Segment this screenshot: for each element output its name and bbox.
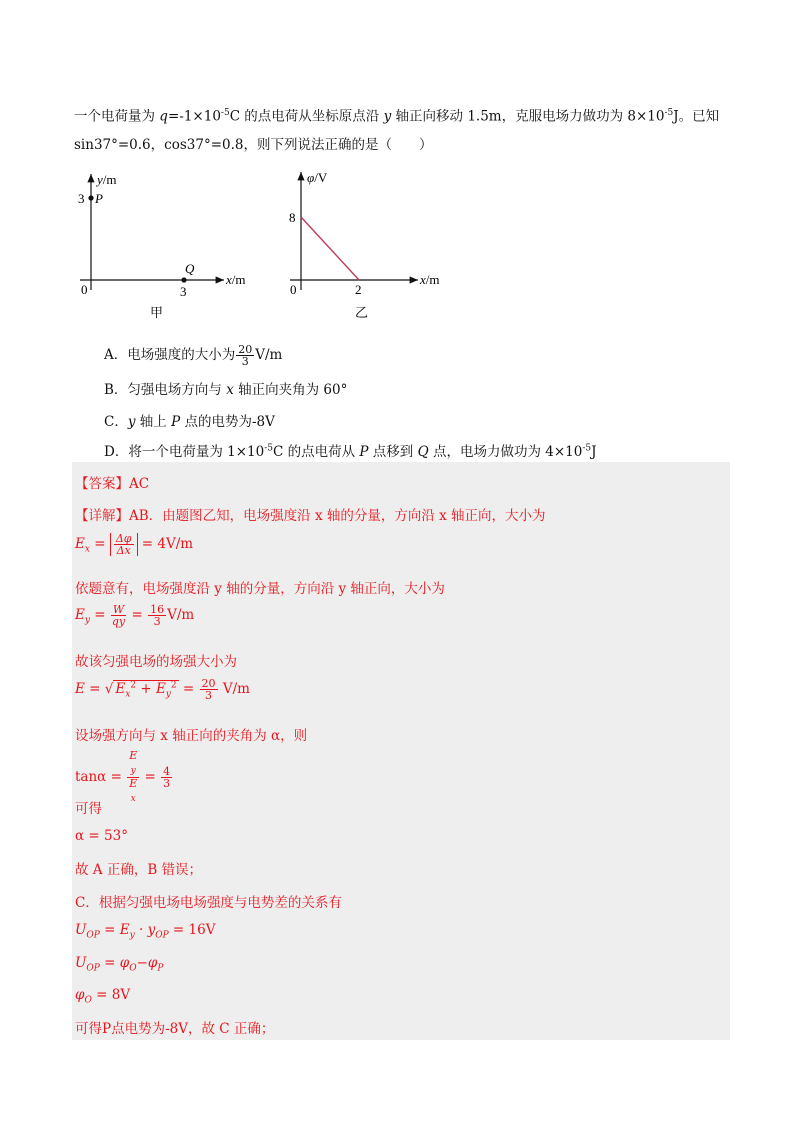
- option-b: B．匀强电场方向与 x 轴正向夹角为 60°: [104, 382, 348, 398]
- detail-line-5: 可得: [75, 801, 102, 817]
- option-a: A．电场强度的大小为 $\frac{20}{3}$ V/m: [104, 343, 283, 368]
- eq-tan: tanα = E $_y$ E $_x$ = $\frac{4}{3}$: [75, 749, 171, 805]
- jia-x-label: x/m: [226, 272, 246, 287]
- yi-x-tick: 2: [355, 282, 362, 297]
- detail-line-6: 故 A 正确，B 错误；: [75, 862, 203, 878]
- detail-line-1: 【详解】AB．由题图乙知，电场强度沿 x 轴的分量，方向沿 x 轴正向，大小为: [75, 508, 546, 524]
- eq-ex: $E_x$ = $\frac{\Delta\varphi}{\Delta x}$ = 4V/m: [75, 532, 194, 557]
- jia-caption: 甲: [150, 305, 164, 320]
- jia-origin: 0: [81, 282, 88, 297]
- yi-y-label: φ/V: [307, 170, 328, 185]
- detail-line-8: 可得P点电势为-8V，故 C 正确；: [75, 1021, 275, 1037]
- eq-uop-1: $U_{OP} = E_y \cdot y_{OP} = 16V$: [75, 922, 216, 941]
- jia-y-label: y/m: [97, 172, 117, 187]
- yi-origin: 0: [290, 282, 297, 297]
- yi-y-tick: 8: [289, 210, 296, 225]
- answer-line: 【答案】AC: [75, 476, 150, 492]
- yi-x-label: x/m: [420, 272, 440, 287]
- yi-caption: 乙: [355, 305, 369, 320]
- eq-e: E = √ $E_x^2 + E_y^2$ = $\frac{20}{3}$ V/m: [75, 677, 250, 702]
- figure-yi: [282, 164, 452, 326]
- eq-uop-2: $U_{OP} = \varphi_O-\varphi_P$: [75, 955, 164, 974]
- eq-ey: $E_y$ = $\frac{W}{qy}$ = $\frac{16}{3}$ V/m: [75, 603, 195, 628]
- option-d: D．将一个电荷量为 $1\times 10^{-5}C$ 的点电荷从 P 点移到 Q 点，电场力做功为 $4\times 10^{-5}J$: [104, 443, 597, 460]
- detail-line-4: 设场强方向与 x 轴正向的夹角为 α，则: [75, 728, 308, 744]
- point-q: [181, 277, 186, 282]
- eq-phi-o: $\varphi_O = 8V$: [75, 987, 131, 1006]
- detail-line-3: 故该匀强电场的场强大小为: [75, 654, 237, 670]
- phi-line: [301, 217, 359, 280]
- jia-q-label: Q: [185, 261, 195, 276]
- eq-alpha: α = 53°: [75, 828, 128, 844]
- jia-p-label: P: [95, 191, 103, 206]
- jia-q-value: 3: [180, 284, 187, 299]
- detail-line-2: 依题意有，电场强度沿 y 轴的分量，方向沿 y 轴正向，大小为: [75, 581, 445, 597]
- option-c: C．y 轴上 P 点的电势为-8V: [104, 414, 275, 430]
- question-line-1: 一个电荷量为 $q=-1\times 10^{-5}C$ 的点电荷从坐标原点沿 y 轴正向移动 1.5m，克服电场力做功为 $8\times 10^{-5}J$。已知: [74, 108, 720, 125]
- question-line-2: sin37°=0.6，cos37°=0.8，则下列说法正确的是（ ）: [74, 137, 433, 153]
- jia-p-value: 3: [78, 191, 85, 206]
- figure-jia: [70, 166, 260, 326]
- detail-line-7: C．根据匀强电场电场强度与电势差的关系有: [75, 895, 342, 911]
- point-p: [88, 195, 93, 200]
